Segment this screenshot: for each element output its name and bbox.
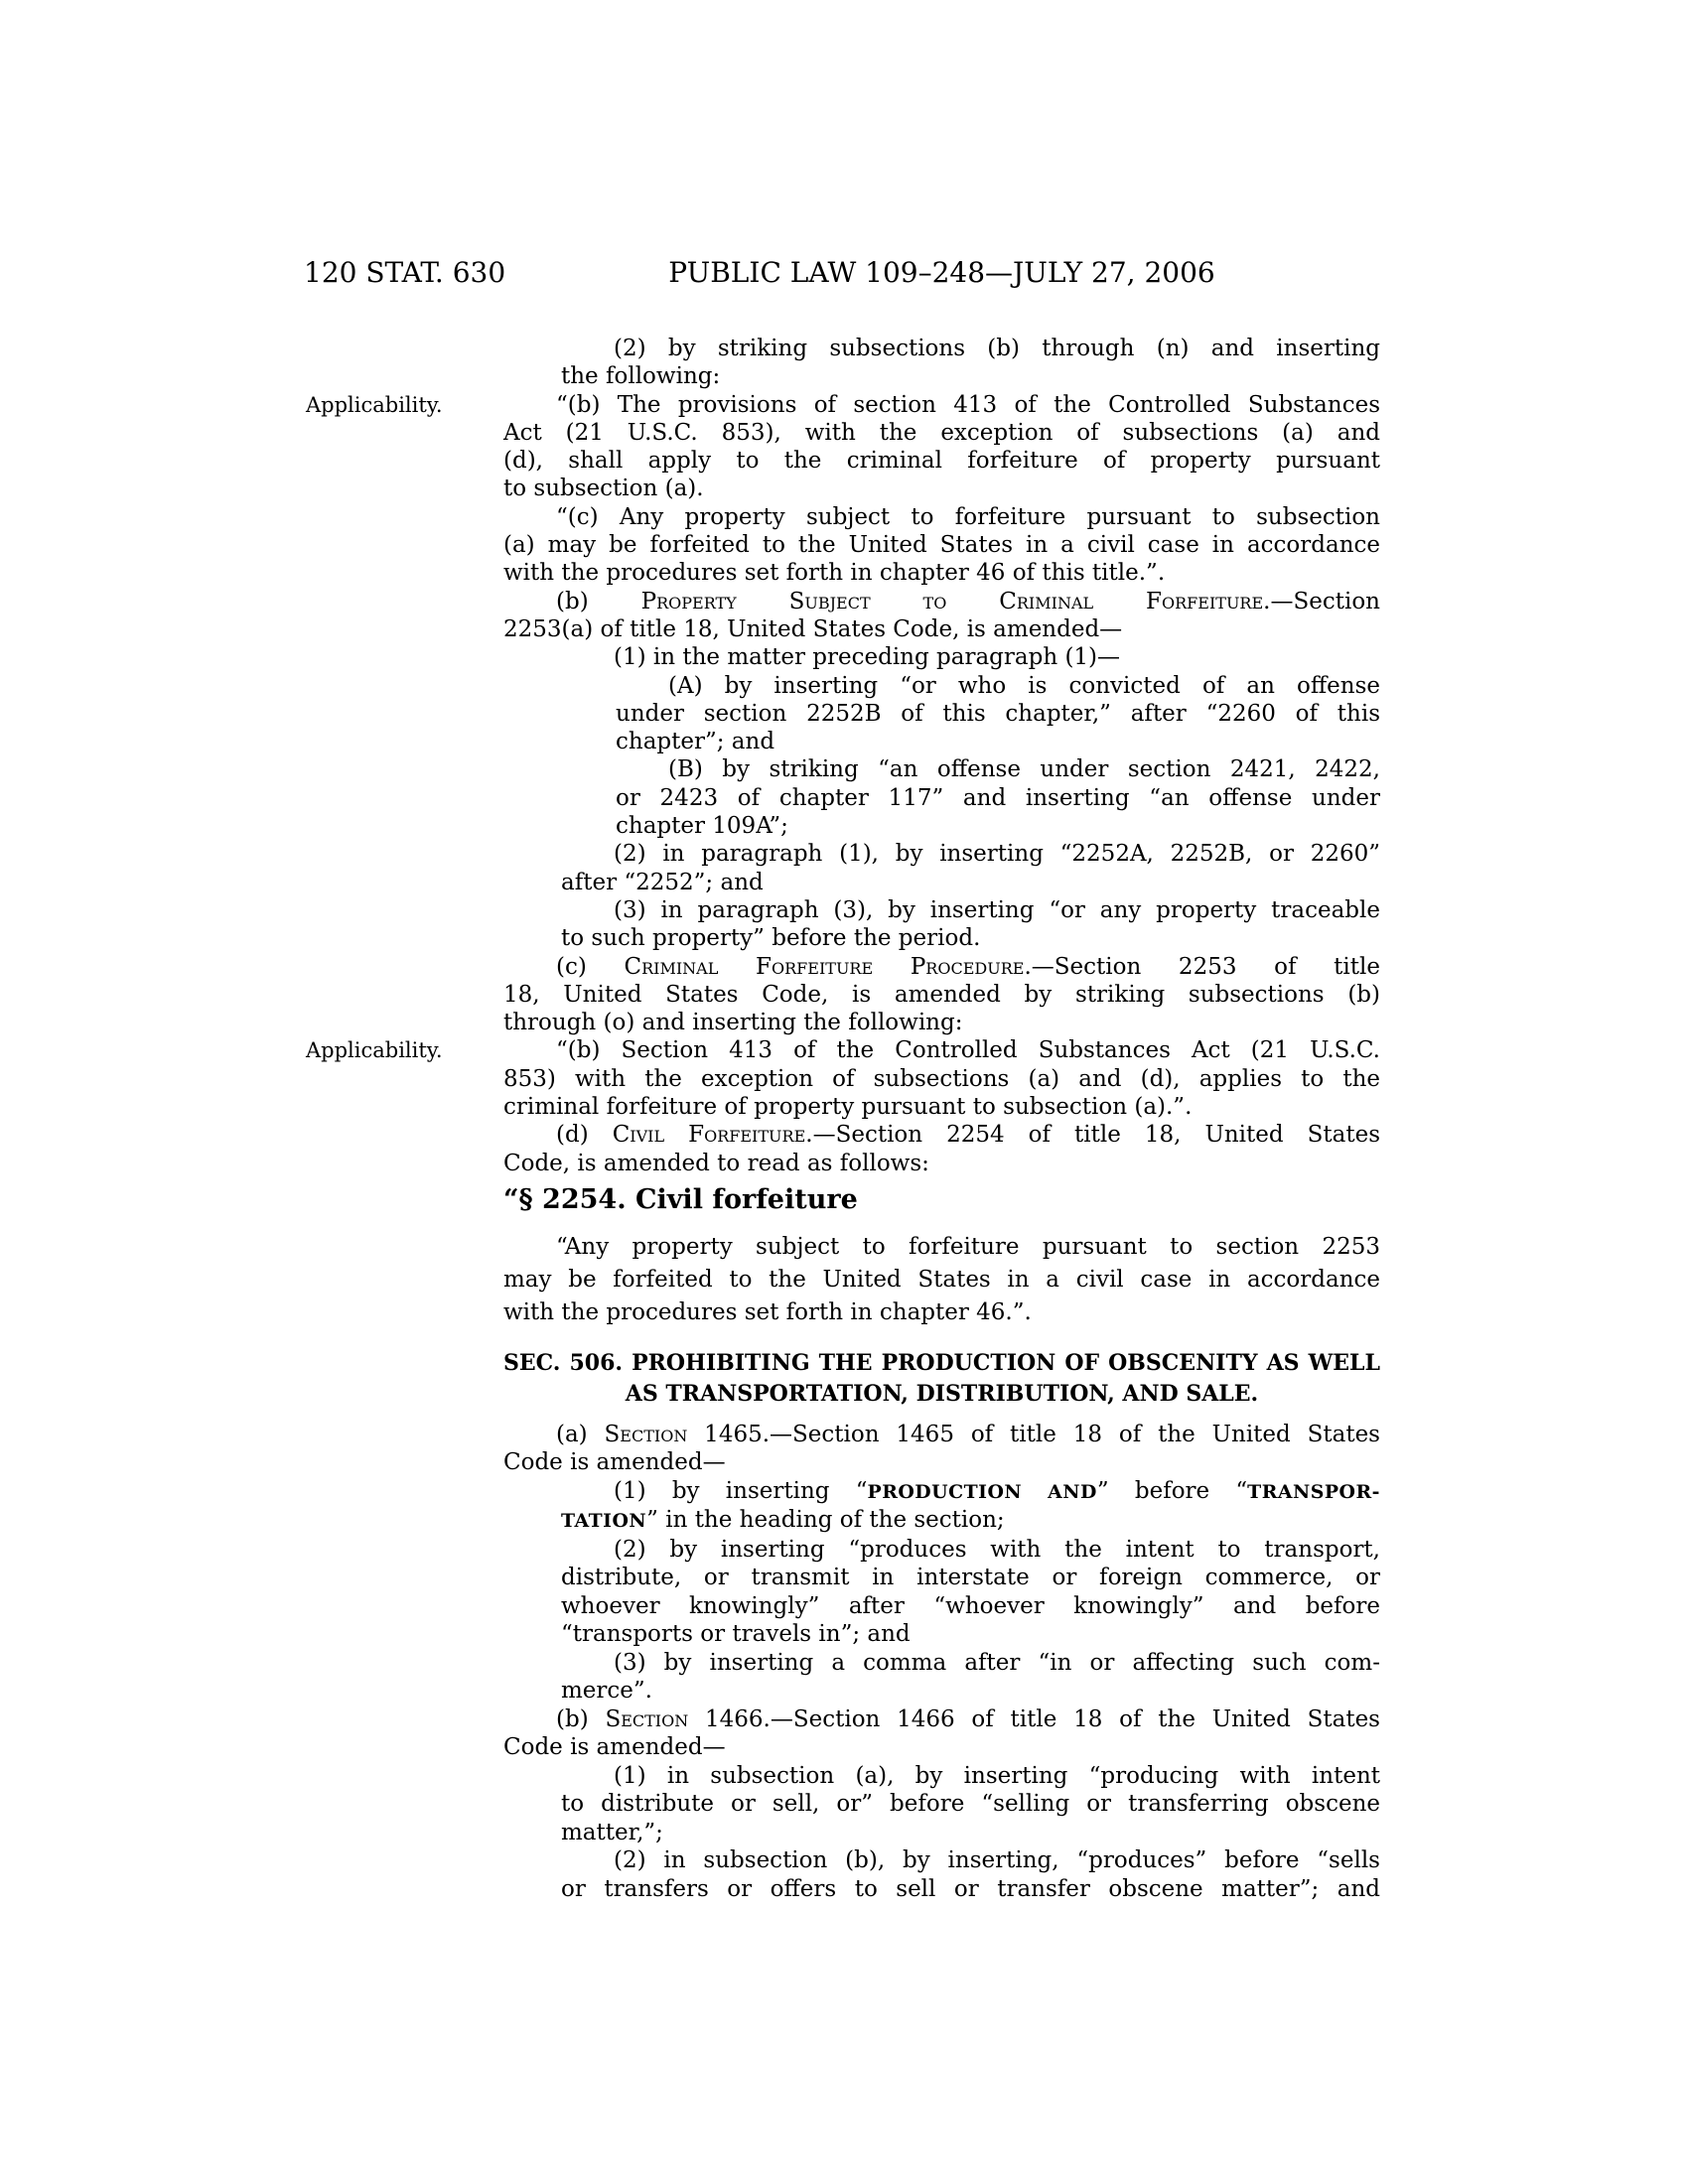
text-segment: (a) may be forfeited to the United States in a civil case in accordance [503, 532, 1380, 559]
text-segment: under section 2252B of this chapter,” after “2260 of this [616, 700, 1380, 727]
text-line [503, 1297, 1380, 1329]
margin-note-applicability-1: Applicability. [306, 393, 443, 417]
bold-caps-term: PRODUCTION AND [867, 1480, 1097, 1503]
text-segment: chapter”; and [616, 729, 775, 755]
text-segment: criminal forfeiture of property pursuant to subsection (a).”. [503, 1094, 1193, 1121]
text-segment: ” in the heading of the section; [646, 1507, 1005, 1534]
text-line [503, 419, 1380, 447]
text-line [556, 391, 1380, 419]
text-block [503, 1421, 1380, 1904]
text-segment: to such property” before the period. [561, 925, 981, 952]
text-line [503, 1065, 1380, 1093]
text-segment: Code is amended— [503, 1734, 726, 1761]
text-segment: “(b) Section 413 of the Controlled Substances Act (21 U.S.C. [556, 1037, 1380, 1064]
text-line [503, 475, 1380, 502]
text-line [616, 812, 1380, 840]
text-line [556, 1121, 1380, 1149]
text-block [503, 335, 1380, 1177]
text-segment: (1) by inserting “ [614, 1477, 868, 1504]
text-segment: ” before “ [1096, 1477, 1248, 1504]
text-line [561, 1677, 1380, 1706]
text-segment: (2) by striking subsections (b) through (n) and inserting [614, 336, 1380, 361]
text-line [561, 869, 1380, 896]
text-segment: chapter 109A”; [616, 813, 788, 840]
text-line [556, 503, 1380, 531]
text-segment: with the procedures set forth in chapter 46 of this title.”. [503, 560, 1166, 587]
text-segment: (2) in paragraph (1), by inserting “2252A, 2252B, or 2260” [614, 841, 1380, 868]
text-line [614, 1477, 1380, 1507]
text-segment: or transfers or offers to sell or transfer obscene matter”; and [561, 1875, 1380, 1902]
text-line [561, 1506, 1380, 1536]
text-line [503, 1009, 1380, 1036]
text-segment: (2) in subsection (b), by inserting, “produces” before “sells [614, 1847, 1380, 1874]
text-segment: (B) by striking “an offense under section 2421, 2422, [668, 756, 1380, 783]
text-segment: to subsection (a). [503, 476, 704, 502]
text-line [616, 728, 1380, 755]
text-segment: Code is amended— [503, 1449, 726, 1476]
public-law-title: PUBLIC LAW 109–248—JULY 27, 2006 [668, 256, 1215, 289]
text-segment: .—Section [1263, 588, 1380, 614]
bold-caps-term: TATION [561, 1510, 647, 1533]
text-segment: or 2423 of chapter 117” and inserting “an offense under [616, 784, 1380, 811]
text-segment: (d), shall apply to the criminal forfeiture of property pursuant [503, 448, 1380, 475]
text-segment: distribute, or transmit in interstate or foreign commerce, or [561, 1565, 1380, 1591]
text-line [561, 1592, 1380, 1621]
text-line [503, 1093, 1380, 1121]
text-segment: .—Section 2254 of title 18, United States [805, 1122, 1381, 1149]
text-line [556, 1231, 1380, 1264]
small-caps-term: Section 1465 [604, 1421, 763, 1447]
text-line [668, 755, 1380, 783]
sec-506-heading-line1: SEC. 506. PROHIBITING THE PRODUCTION OF OBSCENITY AS WELL [503, 1349, 1380, 1376]
small-caps-term: Property Subject to Criminal Forfeiture [640, 588, 1264, 614]
statute-page-number: 120 STAT. 630 [304, 256, 506, 289]
text-line [561, 1819, 1380, 1847]
sec-506-heading-line2: AS TRANSPORTATION, DISTRIBUTION, AND SALE. [625, 1380, 1259, 1407]
running-header [0, 256, 1688, 290]
text-line [503, 1733, 1380, 1762]
text-line [556, 588, 1380, 615]
text-line [561, 1564, 1380, 1592]
text-segment: “(c) Any property subject to forfeiture pursuant to subsection [556, 503, 1380, 530]
text-line [616, 700, 1380, 728]
text-line [614, 840, 1380, 868]
text-line [503, 1264, 1380, 1297]
small-caps-term: Criminal Forfeiture Procedure [624, 953, 1025, 980]
text-segment: (1) in subsection (a), by inserting “producing with intent [614, 1762, 1380, 1789]
text-segment: (d) [556, 1122, 613, 1149]
text-segment: .—Section 1466 of title 18 of the United States [763, 1706, 1380, 1732]
text-line [503, 531, 1380, 559]
text-segment: after “2252”; and [561, 869, 764, 895]
statute-text-column [503, 335, 1380, 1903]
text-segment: to distribute or sell, or” before “selling or transferring obscene [561, 1791, 1380, 1818]
text-segment: Act (21 U.S.C. 853), with the exception of subsections (a) and [503, 419, 1380, 446]
text-segment: (3) by inserting a comma after “in or affecting such com- [614, 1649, 1380, 1676]
text-line [561, 924, 1380, 952]
text-segment: matter,”; [561, 1819, 663, 1845]
text-line [503, 615, 1380, 643]
text-segment: (c) [556, 953, 625, 980]
text-line [561, 1790, 1380, 1819]
text-line [614, 1536, 1380, 1565]
text-line [561, 362, 1380, 390]
text-segment: (b) [556, 1706, 606, 1732]
text-line [503, 1150, 1380, 1177]
text-line [614, 335, 1380, 362]
text-segment: “(b) The provisions of section 413 of the Controlled Substances [556, 391, 1380, 418]
text-line [614, 1762, 1380, 1791]
text-line [556, 1706, 1380, 1734]
text-segment: with the procedures set forth in chapter 46.”. [503, 1298, 1032, 1325]
text-line [668, 672, 1380, 700]
text-segment: (2) by inserting “produces with the intent to transport, [614, 1536, 1380, 1563]
bold-caps-term: TRANSPOR- [1247, 1480, 1380, 1503]
text-block [503, 1231, 1380, 1329]
sec-506-heading [503, 1348, 1380, 1410]
text-line [614, 896, 1380, 924]
text-line [614, 1649, 1380, 1678]
text-segment: .—Section 2253 of title [1024, 953, 1380, 980]
small-caps-term: Civil Forfeiture [612, 1122, 806, 1149]
margin-note-applicability-2: Applicability. [306, 1038, 443, 1062]
text-segment: whoever knowingly” after “whoever knowingly” and before [561, 1592, 1380, 1619]
text-segment: the following: [561, 363, 721, 390]
text-segment: Code, is amended to read as follows: [503, 1150, 929, 1176]
text-line [614, 1846, 1380, 1875]
text-segment: (3) in paragraph (3), by inserting “or any property traceable [614, 896, 1380, 923]
text-line [503, 559, 1380, 587]
text-segment: through (o) and inserting the following: [503, 1010, 963, 1036]
text-segment: (1) in the matter preceding paragraph (1)— [614, 644, 1121, 671]
section-2254-heading: “§ 2254. Civil forfeiture [503, 1183, 858, 1215]
text-line [614, 643, 1380, 671]
text-segment: (A) by inserting “or who is convicted of an offense [668, 672, 1380, 699]
text-line [556, 953, 1380, 981]
text-line [503, 981, 1380, 1009]
text-segment: merce”. [561, 1678, 652, 1705]
small-caps-term: Section 1466 [605, 1706, 764, 1732]
text-line [561, 1875, 1380, 1904]
text-segment: 2253(a) of title 18, United States Code, is amended— [503, 615, 1123, 642]
text-segment: 18, United States Code, is amended by striking subsections (b) [503, 981, 1380, 1008]
text-line [561, 1620, 1380, 1649]
text-segment: .—Section 1465 of title 18 of the United States [762, 1421, 1380, 1447]
text-segment: “Any property subject to forfeiture pursuant to section 2253 [556, 1233, 1380, 1260]
text-line [503, 1448, 1380, 1477]
text-segment: (a) [556, 1421, 605, 1447]
text-line [503, 447, 1380, 475]
text-line [616, 784, 1380, 812]
text-segment: may be forfeited to the United States in a civil case in accordance [503, 1266, 1380, 1293]
text-line [556, 1036, 1380, 1064]
text-line [556, 1421, 1380, 1449]
text-segment: “transports or travels in”; and [561, 1621, 911, 1648]
text-segment: 853) with the exception of subsections (a) and (d), applies to the [503, 1065, 1380, 1092]
text-segment: (b) [556, 588, 641, 614]
